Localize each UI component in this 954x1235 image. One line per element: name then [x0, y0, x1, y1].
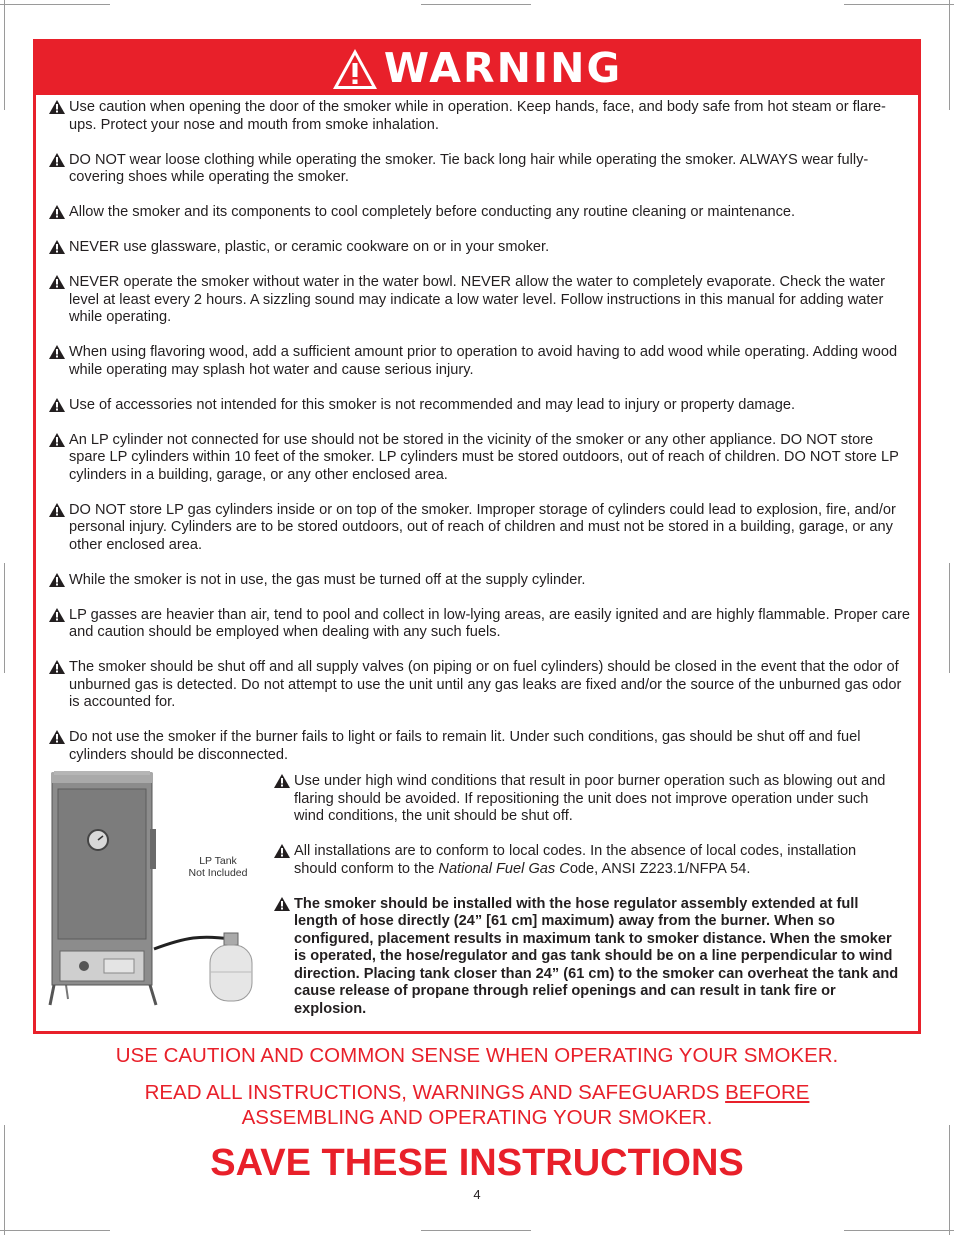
warning-text: While the smoker is not in use, the gas must be turned off at the supply cylinder.	[69, 571, 586, 588]
lp-tank-label-line1: LP Tank	[199, 855, 237, 867]
warning-text-italic: National Fuel Gas C	[438, 860, 570, 877]
warning-item	[47, 729, 911, 764]
warning-text: An LP cylinder not connected for use should not be stored in the vicinity of the smoker or any other appliance. DO NOT store spare LP cylinders within 10 feet of the smoker. LP cylinders must be stored outdoors, out of reach of children. DO NOT store LP cylinders in a building, garage, or any other enclosed area.	[69, 431, 899, 483]
warning-text: Use of accessories not intended for this smoker is not recommended and may lead to injury or property damage.	[69, 396, 795, 413]
crop-mark	[949, 0, 950, 110]
warning-triangle-icon	[49, 608, 65, 622]
warning-title: WARNING	[383, 44, 623, 92]
warning-item	[47, 397, 911, 415]
read-instructions-underlined: BEFORE	[725, 1081, 810, 1104]
warning-item	[47, 659, 911, 712]
crop-mark	[0, 1230, 110, 1231]
page-number: 4	[473, 1187, 481, 1202]
smoker-illustration	[46, 767, 266, 1007]
crop-mark	[949, 563, 950, 673]
warning-triangle-icon	[49, 345, 65, 359]
warning-item	[47, 99, 911, 134]
warning-header	[36, 42, 918, 95]
crop-mark	[4, 563, 5, 673]
warning-text: NEVER operate the smoker without water in the water bowl. NEVER allow the water to completely evaporate. Check the water level at least every 2 hours. A sizzling sound may indicate a low water level. Follow instructions in this manual for adding water while operating.	[69, 274, 886, 325]
warning-triangle-icon	[49, 275, 65, 289]
warning-text: Use under high wind conditions that result in poor burner operation such as blowing out and flaring should be avoided. If repositioning the unit does not improve operation under such wind conditions, the unit should be shut off.	[294, 773, 886, 824]
warning-triangle-icon	[49, 503, 65, 517]
warning-item	[47, 344, 911, 379]
warning-triangle-icon	[49, 100, 65, 114]
warning-item	[47, 204, 911, 222]
warning-box	[33, 39, 921, 1034]
warning-item	[47, 572, 911, 590]
warning-text: DO NOT store LP gas cylinders inside or on top of the smoker. Improper storage of cylinders could lead to explosion, fire, and/or personal injury. Cylinders are to be stored outdoors, out of reach of children and must not be stored in a building, garage, or any other enclosed area.	[69, 501, 896, 553]
warning-text: Do not use the smoker if the burner fails to light or fails to remain lit. Under such conditions, gas should be shut off and fuel cylinders should be disconnected.	[69, 729, 861, 763]
read-instructions-text: ASSEMBLING AND OPERATING YOUR SMOKER.	[241, 1106, 713, 1129]
warning-triangle-icon	[49, 660, 65, 674]
warning-item	[47, 502, 911, 555]
warning-text: All installations are to conform to local codes. In the absence of local codes, installation should conform to the	[294, 843, 857, 877]
warning-text: The smoker should be shut off and all supply valves (on piping or on fuel cylinders) should be closed in the event that the odor of unburned gas is detected. Do not attempt to use the unit until any gas leaks are fixed and/or the source of the unburned gas odor is accounted for.	[69, 659, 902, 710]
crop-mark	[0, 4, 110, 5]
warning-triangle-icon	[49, 730, 65, 744]
warning-triangle-icon	[49, 205, 65, 219]
warning-triangle-icon	[49, 153, 65, 167]
warning-text-bold: The smoker should be installed with the hose regulator assembly extended at full length of hose directly (24” [61 cm] maximum) away from the burner. When so configured, placement results in maximum tank to smoker distance. When the smoker is operated, the hose/regulator and gas tank should be on a line perpendicular to wind direction. Placing tank closer than 24” (61 cm) to the smoker can overheat the tank and cause release of propane through relief openings and can result in tank fire or explosion.	[294, 895, 899, 1017]
warning-item	[47, 432, 911, 485]
smoker-drawing	[46, 767, 266, 1007]
crop-mark	[421, 4, 531, 5]
warning-triangle-icon	[49, 433, 65, 447]
warning-text: Allow the smoker and its components to cool completely before conducting any routine cleaning or maintenance.	[69, 204, 796, 220]
warning-text: DO NOT wear loose clothing while operating the smoker. Tie back long hair while operating the smoker. ALWAYS wear fully-covering shoes while operating the smoker.	[69, 151, 869, 185]
warning-text: LP gasses are heavier than air, tend to pool and collect in low-lying areas, are easily ignited and are highly flammable. Proper care and caution should be employed when dealing with any such fuels.	[69, 606, 910, 640]
warning-item	[272, 773, 902, 826]
warning-triangle-icon	[49, 573, 65, 587]
warning-item	[47, 607, 911, 642]
warning-triangle-icon	[49, 398, 65, 412]
warning-item	[47, 274, 911, 327]
save-instructions-title: SAVE THESE INSTRUCTIONS	[210, 1142, 744, 1184]
warning-item	[47, 239, 911, 257]
warning-triangle-icon	[274, 774, 290, 788]
warning-item	[47, 152, 911, 187]
warning-triangle-icon	[274, 897, 290, 911]
warning-text: When using flavoring wood, add a sufficient amount prior to operation to avoid having to add wood while operating. Adding wood while operating may splash hot water and cause serious injury.	[69, 344, 898, 378]
warning-text: Use caution when opening the door of the smoker while in operation. Keep hands, face, and body safe from hot steam or flare-ups. Protect your nose and mouth from smoke inhalation.	[69, 99, 886, 133]
crop-mark	[4, 0, 5, 110]
warning-triangle-icon	[332, 48, 378, 90]
warning-item	[272, 843, 902, 878]
crop-mark	[844, 1230, 954, 1231]
caution-line: USE CAUTION AND COMMON SENSE WHEN OPERATING YOUR SMOKER.	[115, 1044, 839, 1067]
lower-warning-list	[272, 773, 902, 1036]
lp-tank-label	[178, 855, 258, 879]
crop-mark	[421, 1230, 531, 1231]
read-instructions-text: READ ALL INSTRUCTIONS, WARNINGS AND SAFEGUARDS	[144, 1081, 726, 1104]
warning-text: ode, ANSI Z223.1/NFPA 54.	[569, 860, 751, 877]
warning-triangle-icon	[49, 240, 65, 254]
warning-list	[47, 99, 911, 782]
warning-item	[272, 896, 902, 1019]
lp-tank-label-line2: Not Included	[188, 867, 248, 879]
warning-triangle-icon	[274, 844, 290, 858]
read-instructions	[0, 1080, 954, 1130]
warning-text: NEVER use glassware, plastic, or ceramic cookware on or in your smoker.	[69, 239, 550, 255]
crop-mark	[844, 4, 954, 5]
